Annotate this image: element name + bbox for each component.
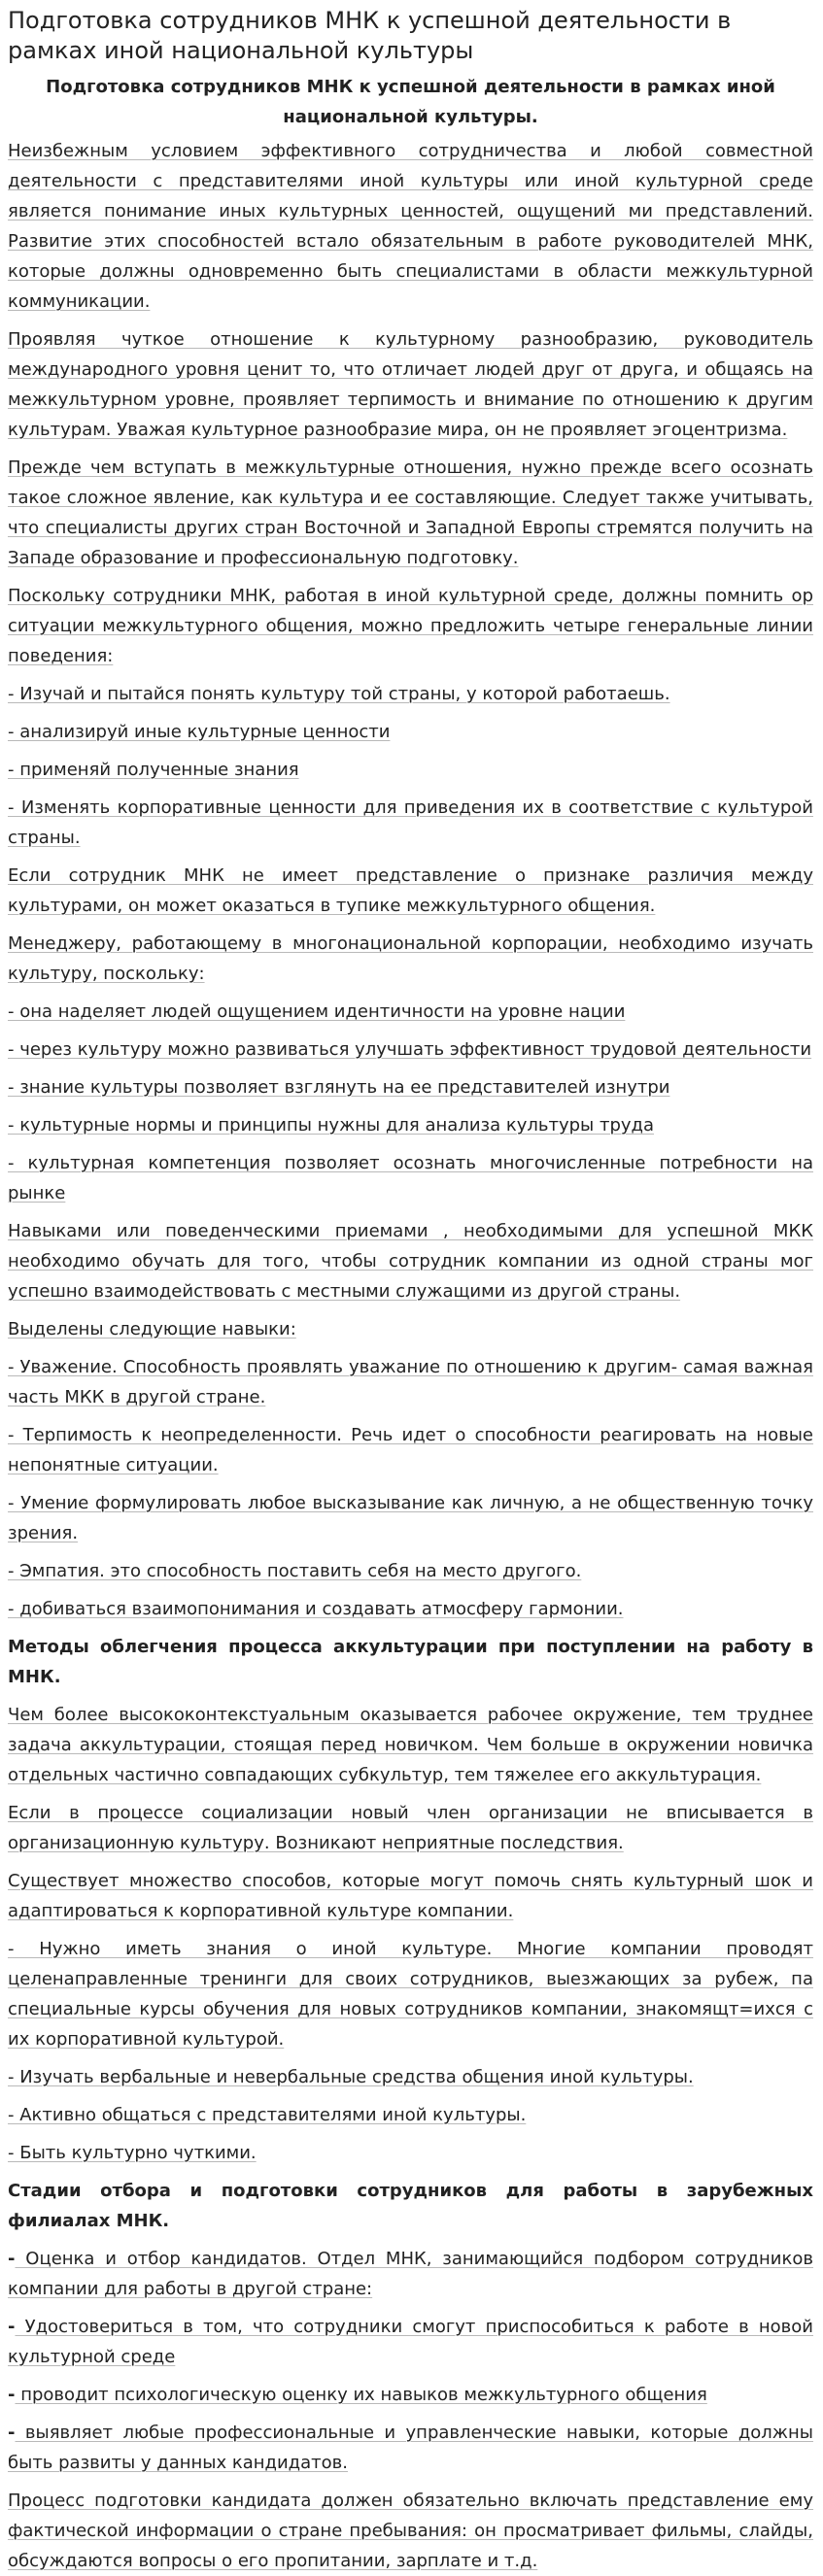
body-paragraph (8, 1148, 813, 1208)
body-paragraph (8, 2138, 813, 2168)
paragraph-text: - Быть культурно чуткими. (8, 2143, 257, 2163)
body-paragraph (8, 717, 813, 747)
body-paragraph (8, 2312, 813, 2372)
paragraph-text: - Изучать вербальные и невербальные средства общения иной культуры. (8, 2067, 694, 2087)
paragraph-text: - анализируй иные культурные ценности (8, 722, 391, 742)
paragraph-text: Существует множество способов, которые могут помочь снять культурный шок и адаптироваться к корпоративной культуре компании. (8, 1871, 813, 1921)
paragraph-text: Поскольку сотрудники МНК, работая в иной культурной среде, должны помнить ор ситуации межкультурного общения, можно предложить четыре генеральные линии поведения: (8, 586, 813, 666)
body-paragraph (8, 136, 813, 317)
paragraph-text: Неизбежным условием эффективного сотрудничества и любой совместной деятельности с представителями иной культуры или иной культурной среде является понимание иных культурных ценностей, ощущений ми представлений. Развитие этих способностей встало обязательным в работе руководителей МНК, которые должны одновременно быть специалистами в области межкультурной коммуникации. (8, 141, 813, 312)
paragraph-text: Процесс подготовки кандидата должен обязательно включать представление ему фактической информации о стране пребывания: он просматривает фильмы, слайды, обсуждаются вопросы о его пропитании, зарплате и т.д. (8, 2491, 813, 2571)
body-paragraph (8, 2486, 813, 2576)
body-paragraph (8, 453, 813, 573)
body-paragraph (8, 2418, 813, 2478)
body-paragraph (8, 1420, 813, 1480)
body-paragraph (8, 2100, 813, 2130)
body-paragraph (8, 1072, 813, 1102)
body-paragraph (8, 1110, 813, 1140)
paragraph-text: - Активно общаться с представителями иной культуры. (8, 2105, 527, 2125)
paragraph-text: - Изучай и пытайся понять культуру той страны, у которой работаешь. (8, 684, 670, 704)
body-paragraph (8, 755, 813, 785)
bullet-dash: - (8, 2249, 16, 2269)
paragraph-text: выявляет любые профессиональные и управленческие навыки, которые должны быть развиты у данных кандидатов. (8, 2423, 813, 2473)
body-paragraph (8, 1594, 813, 1624)
body-paragraph (8, 2380, 813, 2410)
body-paragraph (8, 2244, 813, 2304)
paragraph-text: Оценка и отбор кандидатов. Отдел МНК, занимающийся подбором сотрудников компании для работы в другой стране: (8, 2249, 813, 2299)
body-paragraph (8, 1488, 813, 1548)
paragraph-text: Навыками или поведенческими приемами , необходимыми для успешной МКК необходимо обучать для того, чтобы сотрудник компании из одной страны мог успешно взаимодействовать с местными служащими из другой страны. (8, 1221, 813, 1302)
body-paragraph (8, 1216, 813, 1306)
body-paragraph (8, 324, 813, 445)
paragraph-text: Прежде чем вступать в межкультурные отношения, нужно прежде всего осознать такое сложное явление, как культура и ее составляющие. Следует также учитывать, что специалисты других стран Восточной и Западной Европы стремятся получить на Западе образование и профессиональную подготовку. (8, 458, 813, 568)
paragraph-text: Выделены следующие навыки: (8, 1319, 296, 1339)
body-paragraph (8, 1798, 813, 1858)
paragraph-text: Менеджеру, работающему в многонациональной корпорации, необходимо изучать культуру, поскольку: (8, 933, 813, 984)
paragraph-text: - Умение формулировать любое высказывание как личную, а не общественную точку зрения. (8, 1493, 813, 1543)
paragraph-text: - культурные нормы и принципы нужны для анализа культуры труда (8, 1115, 655, 1135)
paragraph-text: - Нужно иметь знания о иной культуре. Многие компании проводят целенаправленные тренинги для своих сотрудников, выезжающих за рубеж, па специальные курсы обучения для новых сотрудников компании, знакомящт=ихся с их корпоративной культурой. (8, 1939, 813, 2050)
paragraph-text: Проявляя чуткое отношение к культурному разнообразию, руководитель международного уровня ценит то, что отличает людей друг от друга, и общаясь на межкультурном уровне, проявляет терпимость и внимание по отношению к другим культурам. Уважая культурное разнообразие мира, он не проявляет эгоцентризма. (8, 329, 813, 440)
paragraph-text: Если в процессе социализации новый член организации не вписывается в организационную культуру. Возникают неприятные последствия. (8, 1803, 813, 1853)
body-paragraph (8, 1034, 813, 1065)
bullet-dash: - (8, 2385, 16, 2405)
body-paragraph (8, 1556, 813, 1586)
body-paragraph (8, 1314, 813, 1344)
paragraph-text: проводит психологическую оценку их навыков межкультурного общения (15, 2385, 707, 2405)
document-title: Подготовка сотрудников МНК к успешной деятельности в рамках иной национальной культуры (8, 7, 732, 64)
paragraph-text: - через культуру можно развиваться улучшать эффективност трудовой деятельности (8, 1039, 812, 1060)
body-paragraph (8, 1352, 813, 1412)
paragraph-text: - добиваться взаимопонимания и создавать атмосферу гармонии. (8, 1599, 624, 1619)
body-paragraph (8, 1700, 813, 1790)
paragraph-text: Стадии отбора и подготовки сотрудников для работы в зарубежных филиалах МНК. (8, 2181, 813, 2231)
body-paragraph (8, 1866, 813, 1926)
bullet-dash: - (8, 2423, 16, 2443)
paragraph-text: Если сотрудник МНК не имеет представление о признаке различия между культурами, он может оказаться в тупике межкультурного общения. (8, 865, 813, 916)
body-paragraph (8, 679, 813, 709)
body-paragraph (8, 2062, 813, 2092)
paragraph-text: Удостовериться в том, что сотрудники смогут приспособиться к работе в новой культурной среде (8, 2317, 813, 2367)
bullet-dash: - (8, 2317, 16, 2337)
section-subheading (8, 1632, 813, 1692)
paragraph-text: Методы облегчения процесса аккультурации при поступлении на работу в МНК. (8, 1637, 813, 1687)
body-paragraph (8, 581, 813, 671)
paragraph-text: - она наделяет людей ощущением идентичности на уровне нации (8, 1001, 626, 1022)
article-body (8, 136, 813, 2576)
section-subheading (8, 2176, 813, 2236)
paragraph-text: - Уважение. Способность проявлять уважание по отношению к другим- самая важная часть МКК в другой стране. (8, 1357, 813, 1407)
paragraph-text: - Изменять корпоративные ценности для приведения их в соответствие с культурой страны. (8, 797, 813, 848)
body-paragraph (8, 997, 813, 1027)
body-paragraph (8, 1934, 813, 2054)
paragraph-text: Чем более высококонтекстуальным оказывается рабочее окружение, тем труднее задача аккультурации, стоящая перед новичком. Чем больше в окружении новичка отдельных частично совпадающих субкультур, тем тяжелее его аккультурация. (8, 1705, 813, 1785)
body-paragraph (8, 861, 813, 921)
paragraph-text: - культурная компетенция позволяет осознать многочисленные потребности на рынке (8, 1153, 813, 1203)
paragraph-text: - знание культуры позволяет взглянуть на ее представителей изнутри (8, 1077, 670, 1098)
paragraph-text: - Терпимость к неопределенности. Речь идет о способности реагировать на новые непонятные ситуации. (8, 1425, 813, 1475)
body-paragraph (8, 929, 813, 989)
body-paragraph (8, 793, 813, 853)
section-heading: Подготовка сотрудников МНК к успешной деятельности в рамках иной национальной культуры. (46, 77, 775, 127)
paragraph-text: - Эмпатия. это способность поставить себя на место другого. (8, 1561, 582, 1581)
paragraph-text: - применяй полученные знания (8, 760, 299, 780)
